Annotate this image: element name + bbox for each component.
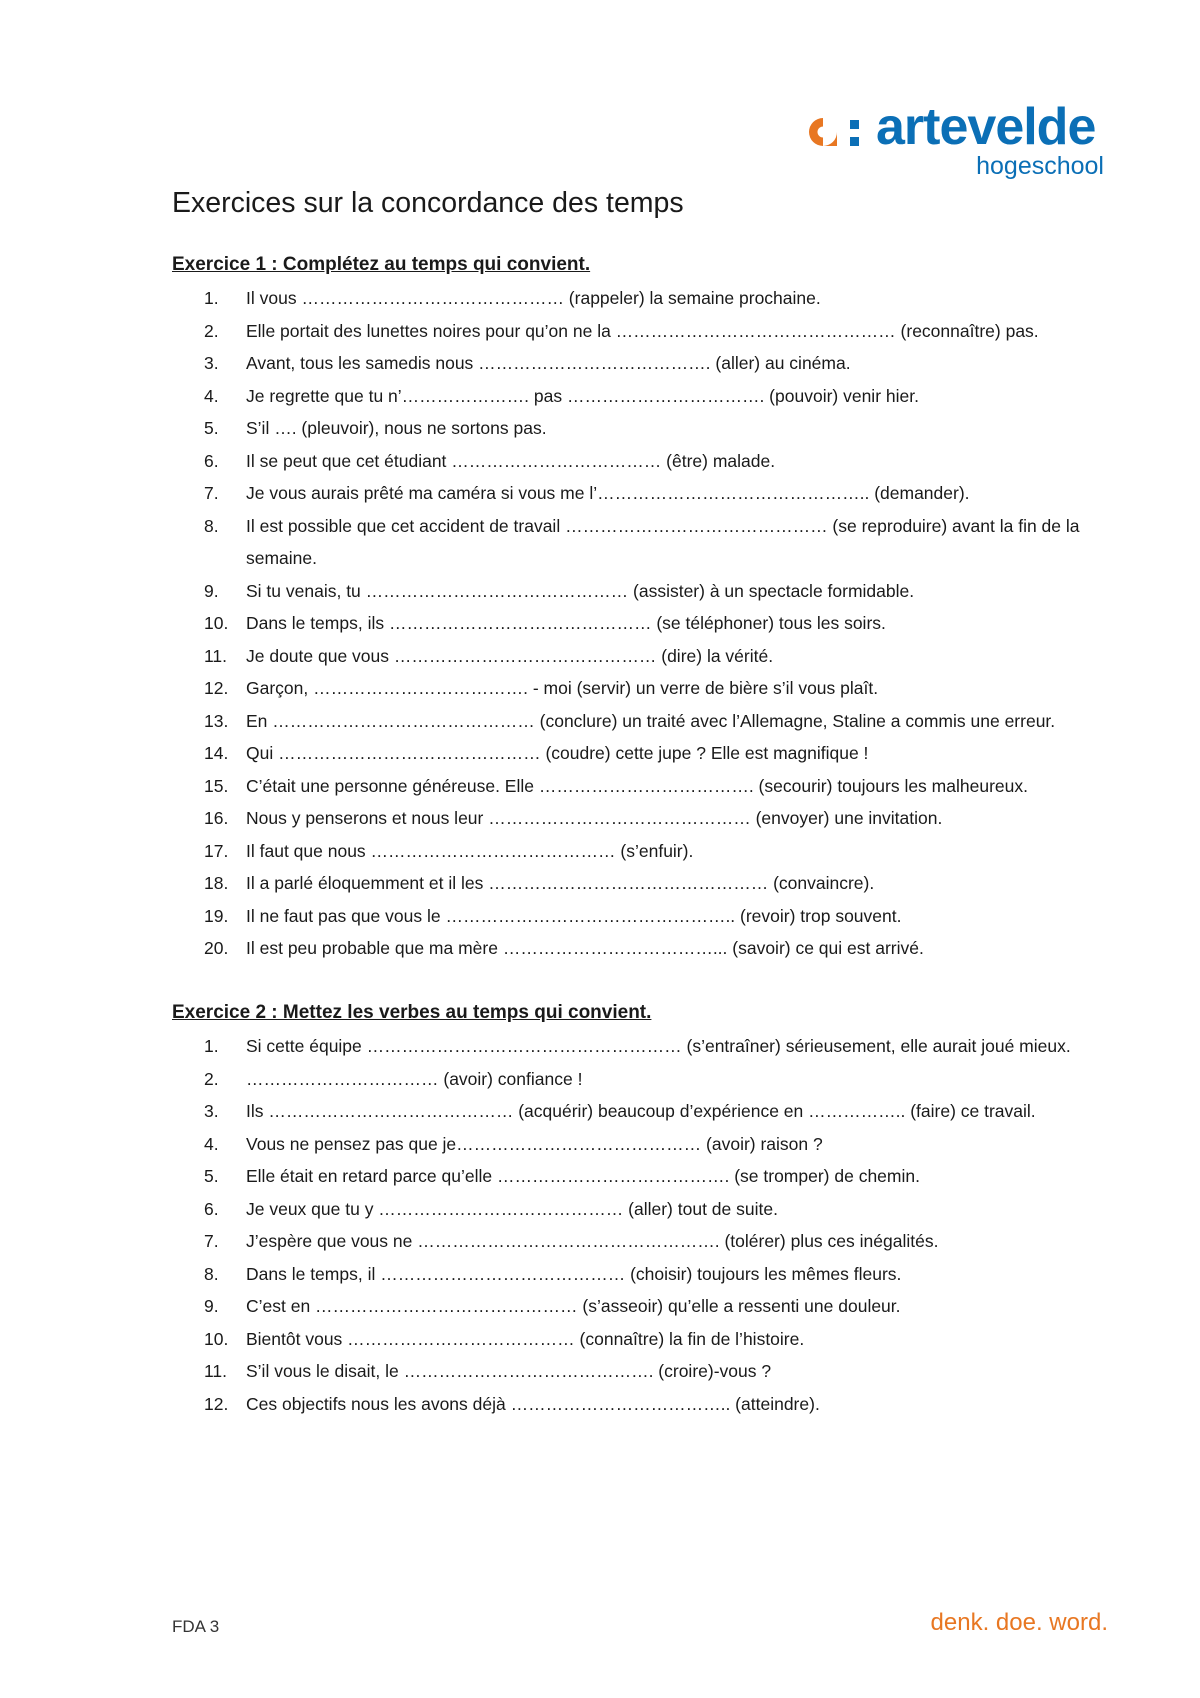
item-text: Il est peu probable que ma mère ………………………………... (savoir) ce qui est arrivé.: [246, 938, 924, 958]
footer-slogan: denk. doe. word.: [930, 1609, 1108, 1636]
list-item: [172, 640, 1112, 673]
item-text: Je doute que vous ……………………………………… (dire) la vérité.: [246, 645, 774, 666]
item-number: 1.: [204, 1036, 219, 1056]
list-item: [172, 802, 1112, 835]
item-text: Il a parlé éloquemment et il les ………………………………………… (convaincre).: [246, 873, 875, 893]
list-item: [172, 412, 1112, 445]
list-item: [172, 1128, 1112, 1161]
exercise-1-list: [172, 282, 1112, 965]
item-text: S’il …. (pleuvoir), nous ne sortons pas.: [246, 418, 547, 438]
item-number: 2.: [204, 320, 219, 341]
item-text: Ils …………………………………… (acquérir) beaucoup d’expérience en …………….. (faire) ce travail.: [246, 1101, 1036, 1121]
list-item: [172, 380, 1112, 413]
item-text: C’est en ……………………………………… (s’asseoir) qu’elle a ressenti une douleur.: [246, 1296, 901, 1316]
item-number: 10.: [204, 613, 229, 633]
list-item: [172, 315, 1112, 348]
item-number: 7.: [204, 1231, 219, 1251]
list-item: [172, 575, 1112, 608]
item-number: 5.: [204, 418, 219, 438]
item-text: J’espère que vous ne ……………………………………………. (tolérer) plus ces inégalités.: [246, 1231, 939, 1251]
list-item: [172, 445, 1112, 478]
item-text: Il vous ……………………………………… (rappeler) la semaine prochaine.: [246, 288, 821, 308]
page-title: Exercices sur la concordance des temps: [172, 187, 684, 219]
item-text: Je regrette que tu n’…………………. pas ……………………………. (pouvoir) venir hier.: [246, 385, 919, 406]
item-number: 1.: [204, 288, 219, 308]
artevelde-logo: [804, 98, 1104, 183]
item-number: 6.: [204, 450, 219, 471]
list-item: [172, 932, 1112, 965]
list-item: [172, 1063, 1112, 1096]
list-item: [172, 770, 1112, 803]
item-text: C’était une personne généreuse. Elle ………………………………. (secourir) toujours les malheureux.: [246, 775, 1028, 796]
list-item: [172, 607, 1112, 640]
item-text: Il ne faut pas que vous le ………………………………………….. (revoir) trop souvent.: [246, 905, 902, 926]
list-item: [172, 1193, 1112, 1226]
item-text: Il faut que nous …………………………………… (s’enfuir).: [246, 840, 694, 861]
item-number: 12.: [204, 678, 229, 698]
list-item: [172, 705, 1112, 738]
list-item: [172, 900, 1112, 933]
item-number: 10.: [204, 1328, 229, 1349]
exercise-2: [172, 1000, 1112, 1420]
item-number: 8.: [204, 1263, 219, 1284]
logo-mark-icon: [804, 112, 874, 152]
item-text: Garçon, ………………………………. - moi (servir) un verre de bière s’il vous plaît.: [246, 678, 879, 698]
item-text: Si tu venais, tu ……………………………………… (assister) à un spectacle formidable.: [246, 580, 915, 601]
list-item: [172, 477, 1112, 510]
item-number: 7.: [204, 483, 219, 503]
item-number: 14.: [204, 743, 229, 763]
item-text: Bientôt vous ………………………………… (connaître) la fin de l’histoire.: [246, 1328, 805, 1349]
item-text: Nous y penserons et nous leur ……………………………………… (envoyer) une invitation.: [246, 808, 943, 828]
item-text: Ces objectifs nous les avons déjà ……………………………….. (atteindre).: [246, 1393, 820, 1414]
item-text: …………………………… (avoir) confiance !: [246, 1068, 583, 1089]
item-number: 11.: [204, 645, 228, 666]
list-item: [172, 1225, 1112, 1258]
item-number: 9.: [204, 580, 219, 601]
list-item: [172, 1095, 1112, 1128]
list-item: [172, 1030, 1112, 1063]
exercise-2-list: [172, 1030, 1112, 1420]
item-number: 2.: [204, 1068, 219, 1089]
item-number: 20.: [204, 938, 229, 958]
item-text: Il se peut que cet étudiant ……………………………… (être) malade.: [246, 450, 776, 471]
item-text: Il est possible que cet accident de travail ……………………………………… (se reproduire) avant la fin de la semaine.: [246, 515, 1080, 568]
exercise-1: [172, 252, 1112, 965]
footer-code: FDA 3: [172, 1617, 220, 1636]
item-text: S’il vous le disait, le ……………………………………. (croire)-vous ?: [246, 1361, 772, 1381]
item-number: 5.: [204, 1166, 219, 1186]
list-item: [172, 1160, 1112, 1193]
item-text: Je vous aurais prêté ma caméra si vous me l’……………………………………….. (demander).: [246, 483, 970, 503]
item-number: 15.: [204, 775, 229, 796]
item-text: Elle était en retard parce qu’elle …………………………………. (se tromper) de chemin.: [246, 1166, 920, 1186]
item-number: 18.: [204, 873, 229, 893]
item-number: 9.: [204, 1296, 219, 1316]
item-number: 8.: [204, 515, 219, 536]
exercise-1-heading: Exercice 1 : Complétez au temps qui convient.: [172, 254, 591, 275]
list-item: [172, 867, 1112, 900]
item-text: Dans le temps, ils ……………………………………… (se téléphoner) tous les soirs.: [246, 613, 886, 633]
item-number: 4.: [204, 385, 219, 406]
item-number: 13.: [204, 710, 229, 731]
item-text: Elle portait des lunettes noires pour qu’on ne la ………………………………………… (reconnaître) pas.: [246, 320, 1039, 341]
list-item: [172, 1290, 1112, 1323]
item-number: 16.: [204, 808, 229, 828]
item-text: Je veux que tu y …………………………………… (aller) tout de suite.: [246, 1198, 778, 1219]
list-item: [172, 1258, 1112, 1291]
item-number: 19.: [204, 905, 229, 926]
item-number: 4.: [204, 1133, 219, 1154]
item-number: 17.: [204, 840, 229, 861]
item-text: Vous ne pensez pas que je…………………………………… (avoir) raison ?: [246, 1133, 823, 1154]
item-number: 6.: [204, 1198, 219, 1219]
list-item: [172, 1388, 1112, 1421]
list-item: [172, 1323, 1112, 1356]
list-item: [172, 510, 1112, 575]
logo-subtitle: hogeschool: [976, 152, 1104, 180]
item-text: Avant, tous les samedis nous …………………………………. (aller) au cinéma.: [246, 353, 851, 373]
list-item: [172, 737, 1112, 770]
list-item: [172, 835, 1112, 868]
list-item: [172, 347, 1112, 380]
item-text: En ……………………………………… (conclure) un traité avec l’Allemagne, Staline a commis une erreur.: [246, 710, 1056, 731]
item-text: Si cette équipe ……………………………………………… (s’entraîner) sérieusement, elle aurait joué mieux.: [246, 1036, 1071, 1056]
list-item: [172, 282, 1112, 315]
logo-wordmark: artevelde: [876, 98, 1096, 156]
item-number: 12.: [204, 1393, 229, 1414]
item-text: Qui ……………………………………… (coudre) cette jupe ? Elle est magnifique !: [246, 743, 869, 763]
exercise-2-heading: Exercice 2 : Mettez les verbes au temps qui convient.: [172, 1002, 652, 1023]
list-item: [172, 1355, 1112, 1388]
item-number: 3.: [204, 353, 219, 373]
item-number: 11.: [204, 1361, 228, 1381]
item-text: Dans le temps, il …………………………………… (choisir) toujours les mêmes fleurs.: [246, 1263, 902, 1284]
list-item: [172, 672, 1112, 705]
item-number: 3.: [204, 1101, 219, 1121]
